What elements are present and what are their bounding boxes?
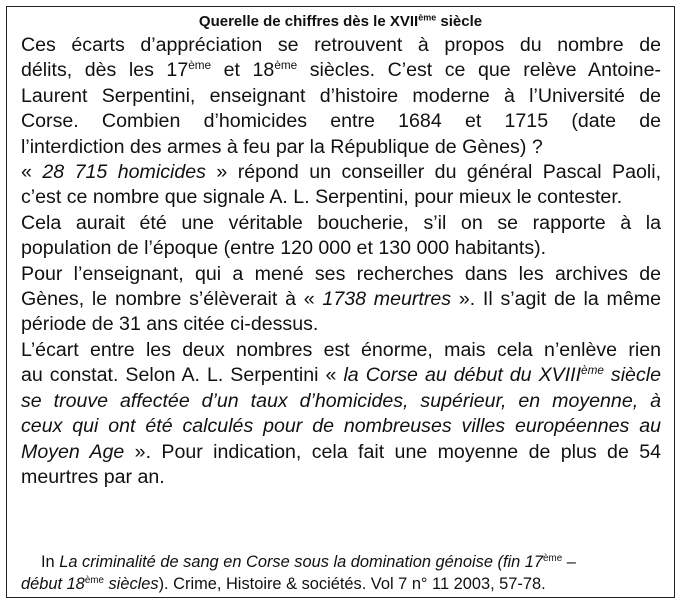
p5-line-5 xyxy=(21,440,661,465)
p1-line-1: Ces écarts d’appréciation se retrouvent à propos du nombre de xyxy=(21,34,661,56)
citation-title-3: siècles xyxy=(103,575,159,593)
p5-quote-end: Moyen Age xyxy=(21,440,125,463)
p5-quote-italic-2: siècle xyxy=(603,364,662,387)
citation-line-1 xyxy=(21,551,661,573)
citation-dash: – xyxy=(562,553,576,571)
paragraph-3 xyxy=(21,211,661,262)
citation-prefix: In xyxy=(41,553,60,571)
box-title xyxy=(7,13,674,31)
p4-line-2-post: ». Il s’agit de la même xyxy=(451,288,661,311)
p1-sup-1: ème xyxy=(188,59,212,73)
p2-quote-italic: 28 715 homicides xyxy=(42,161,206,184)
p2-line-1-rest: » répond un conseiller du général Pascal Paoli, xyxy=(205,161,662,184)
p5-quote-line-4: ceux qui ont été calculés pour de nombreuses villes européennes au xyxy=(21,415,661,438)
p5-quote-line-3: se trouve affectée d’un taux d’homicides, supérieur, en moyenne, à xyxy=(21,389,661,412)
paragraph-2 xyxy=(21,160,661,211)
p1-line-2-b: et 18 xyxy=(211,59,275,82)
paragraph-1 xyxy=(21,33,661,160)
p3-line-1: Cela aurait été une véritable boucherie, s’il on se rapporte à la xyxy=(21,211,661,234)
title-text: Querelle de chiffres dès le XVII xyxy=(198,13,419,30)
p1-line-2-a: délits, dès les 17 xyxy=(21,59,189,82)
p1-line-2-c: siècles. C’est ce que relève Antoine- xyxy=(297,59,662,82)
p5-sup: ème xyxy=(581,364,604,378)
p5-line-1: L’écart entre les deux nombres est énorme, mais cela n’enlève rien xyxy=(21,338,661,361)
p1-line-5: l’interdiction des armes à feu par la République de Gènes) ? xyxy=(21,135,543,158)
p1-line-4: Corse. Combien d’homicides entre 1684 et 1715 (date de xyxy=(21,110,661,133)
citation-sup-1: ème xyxy=(543,553,563,565)
p5-line-2-pre: au constat. Selon A. L. Serpentini « xyxy=(21,364,344,387)
citation-sup-2: ème xyxy=(84,575,104,587)
citation-line-2 xyxy=(21,573,661,595)
citation-title-1: La criminalité de sang en Corse sous la domination génoise (fin 17 xyxy=(59,553,544,571)
p5-line-3 xyxy=(21,389,661,414)
text-box xyxy=(6,6,675,598)
p3-line-2: population de l’époque (entre 120 000 et 130 000 habitants). xyxy=(21,237,547,260)
p1-line-3: Laurent Serpentini, enseignant d’histoire moderne à l’Université de xyxy=(21,84,661,107)
citation-source: ). Crime, Histoire & sociétés. Vol 7 n° 11 2003, 57-78. xyxy=(158,575,546,593)
p4-line-1: Pour l’enseignant, qui a mené ses recherches dans les archives de xyxy=(21,262,661,285)
paragraph-4 xyxy=(21,262,661,338)
p2-line-1 xyxy=(21,160,661,185)
p5-quote-italic: la Corse au début du XVIII xyxy=(343,364,582,387)
p5-line-2 xyxy=(21,363,661,388)
p4-quote-italic: 1738 meurtres xyxy=(322,288,452,311)
p2-open-quote: « xyxy=(21,161,43,184)
p4-line-2-pre: Gènes, le nombre s’élèverait à « xyxy=(21,288,323,311)
title-suffix: siècle xyxy=(436,13,483,30)
p4-line-2 xyxy=(21,287,661,312)
p4-line-3: période de 31 ans citée ci-dessus. xyxy=(21,313,319,336)
title-superscript: ème xyxy=(418,12,437,23)
paragraph-5 xyxy=(21,338,661,490)
p5-line-4 xyxy=(21,414,661,439)
p5-line-6: meurtres par an. xyxy=(21,465,165,488)
p1-sup-2: ème xyxy=(274,59,298,73)
citation-title-2: début 18 xyxy=(21,575,85,593)
p2-line-2: c’est ce nombre que signale A. L. Serpentini, pour mieux le contester. xyxy=(21,186,623,209)
p5-quote-start xyxy=(343,364,661,386)
article-body xyxy=(21,33,661,490)
p5-line-5-rest: ». Pour indication, cela fait une moyenne de plus de 54 xyxy=(124,440,661,463)
p1-line-2 xyxy=(21,58,661,83)
citation xyxy=(21,551,661,595)
